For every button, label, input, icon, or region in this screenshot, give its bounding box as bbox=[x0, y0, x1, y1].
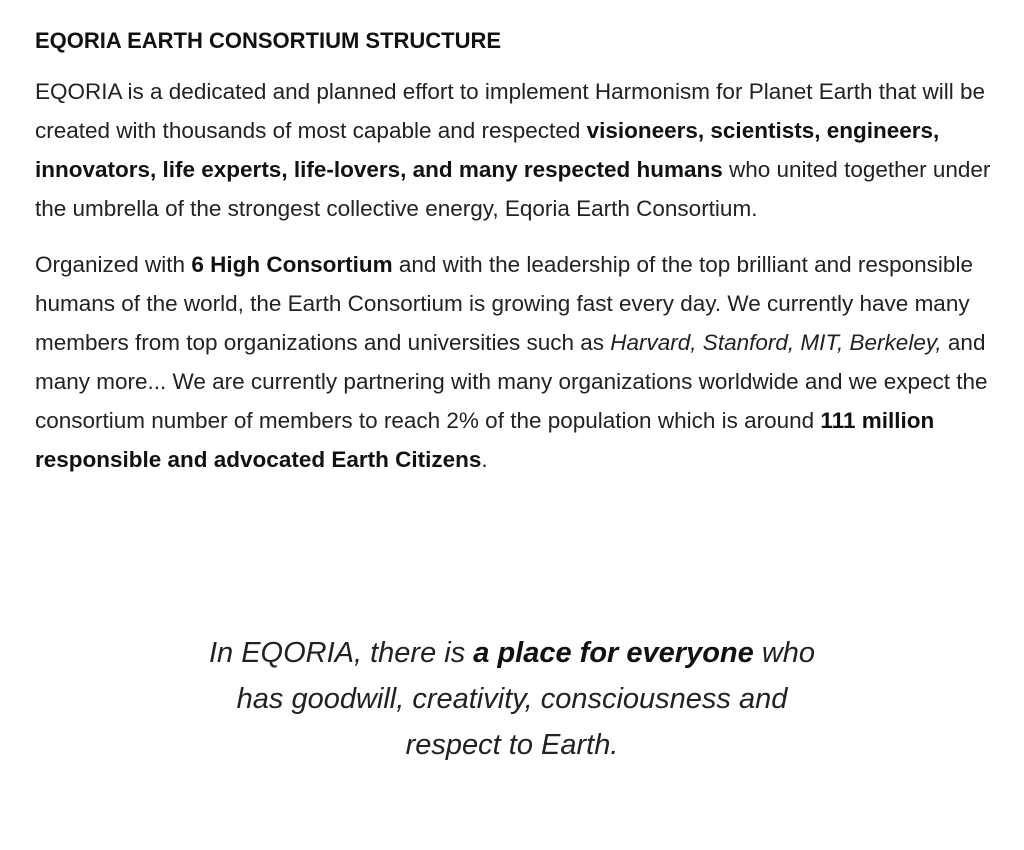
org-italic-universities: Harvard, Stanford, MIT, Berkeley, bbox=[610, 330, 942, 355]
org-bold-high-consortium: 6 High Consortium bbox=[191, 252, 393, 277]
quote-line-3: respect to Earth. bbox=[405, 729, 619, 761]
org-text-3: and many more... We are currently partnering with many organizations worldwide and we expect the consortium number of members to reach 2% of the population which is around bbox=[35, 330, 988, 433]
org-bold-citizens: 111 million responsible and advocated Earth Citizens bbox=[35, 408, 935, 472]
document bbox=[35, 26, 995, 496]
quote-text-2: who bbox=[753, 637, 816, 669]
quote-text-1: In EQORIA, there is bbox=[208, 637, 474, 669]
quote-bold-place: a place for everyone bbox=[473, 637, 754, 669]
intro-bold-members: visioneers, scientists, engineers, innovators, life experts, life-lovers, and many respected humans bbox=[35, 118, 940, 182]
closing-quote bbox=[0, 630, 1024, 768]
org-text-4: . bbox=[481, 447, 488, 472]
section-title: EQORIA EARTH CONSORTIUM STRUCTURE bbox=[35, 28, 502, 53]
intro-text-1: EQORIA is a dedicated and planned effort to implement Harmonism for Planet Earth that will be created with thousands of most capable and respected bbox=[35, 79, 986, 143]
intro-text-2: who united together under the umbrella of the strongest collective energy, Eqoria Earth Consortium. bbox=[35, 157, 991, 221]
quote-line-1 bbox=[0, 630, 1024, 676]
organization-paragraph bbox=[35, 245, 995, 479]
quote-line-2: has goodwill, creativity, consciousness and bbox=[236, 683, 788, 715]
org-text-2: and with the leadership of the top brilliant and responsible humans of the world, the Earth Consortium is growing fast every day. We currently have many members from top organizations and universities such as bbox=[35, 252, 973, 355]
intro-paragraph bbox=[35, 72, 995, 228]
org-text-1: Organized with bbox=[35, 252, 192, 277]
